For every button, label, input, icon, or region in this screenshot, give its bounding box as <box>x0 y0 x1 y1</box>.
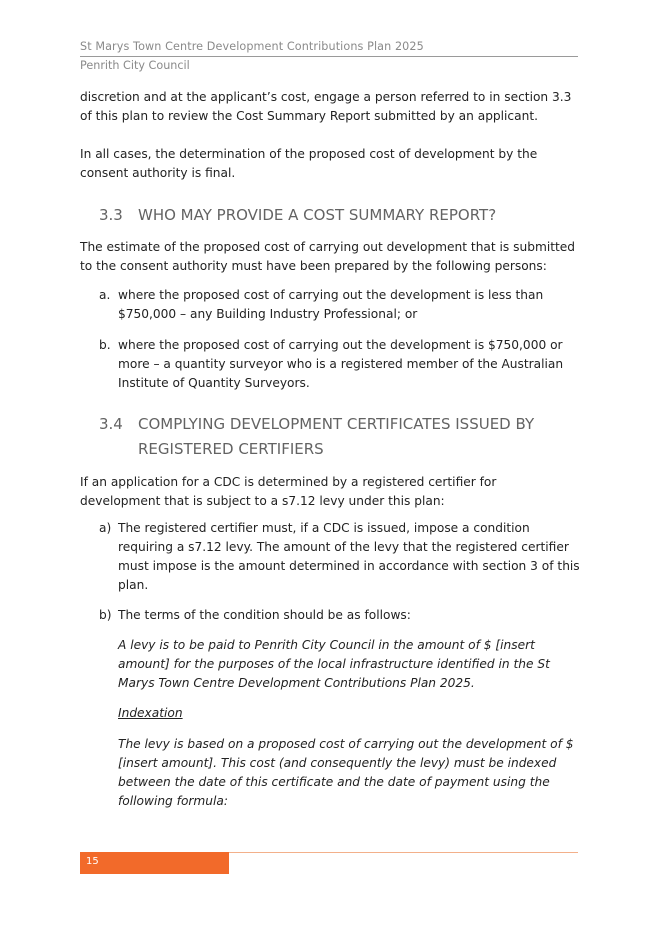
list-marker: a) <box>99 521 112 535</box>
section-heading-3-3 <box>99 203 580 228</box>
footer-divider <box>229 852 578 853</box>
section-number: 3.4 <box>99 415 123 433</box>
section-heading-3-4 <box>99 412 580 462</box>
section-title: WHO MAY PROVIDE A COST SUMMARY REPORT? <box>138 206 497 224</box>
list-marker: b) <box>99 608 112 622</box>
main-content <box>80 88 580 811</box>
condition-text: A levy is to be paid to Penrith City Council in the amount of $ [insert amount] for the purposes of the local infrastructure identified in the St Marys Town Centre Development Contributions Plan 2025. <box>118 638 550 690</box>
list-item-text: where the proposed cost of carrying out the development is less than $750,000 – any Building Industry Professional; or <box>118 288 544 321</box>
header-divider <box>80 56 578 57</box>
list-item-text: The registered certifier must, if a CDC is issued, impose a condition requiring a s7.12 levy. The amount of the levy that the registered certifier must impose is the amount determined in accordance with section 3 of this plan. <box>118 521 580 592</box>
list-marker: b. <box>99 338 111 352</box>
list-marker: a. <box>99 288 111 302</box>
list-item-text: The terms of the condition should be as follows: <box>118 608 411 622</box>
section-number: 3.3 <box>99 206 123 224</box>
section-intro: The estimate of the proposed cost of carrying out development that is submitted to the consent authority must have been prepared by the following persons: <box>80 240 576 273</box>
header-organisation: Penrith City Council <box>80 59 190 72</box>
header-plan-title: St Marys Town Centre Development Contributions Plan 2025 <box>80 40 424 53</box>
list-item-text: where the proposed cost of carrying out the development is $750,000 or more – a quantity surveyor who is a registered member of the Australian Institute of Quantity Surveyors. <box>118 338 564 390</box>
section-intro: If an application for a CDC is determined by a registered certifier for development that is subject to a s7.12 levy under this plan: <box>80 475 497 508</box>
indexation-text: The levy is based on a proposed cost of carrying out the development of $ [insert amount]. This cost (and consequently the levy) must be indexed between the date of this certificate and the date of payment using the following formula: <box>118 737 574 808</box>
list-item <box>80 606 580 625</box>
paragraph-determination-final: In all cases, the determination of the proposed cost of development by the consent authority is final. <box>80 147 538 180</box>
list-item <box>80 519 580 595</box>
list-item <box>80 286 580 324</box>
indexation-heading: Indexation <box>118 706 183 720</box>
section-title: COMPLYING DEVELOPMENT CERTIFICATES ISSUED BY REGISTERED CERTIFIERS <box>138 415 535 458</box>
footer-page-bar <box>80 852 229 874</box>
cost-report-list <box>80 286 580 393</box>
cdc-list <box>80 519 580 625</box>
paragraph-review-discretion: discretion and at the applicant’s cost, engage a person referred to in section 3.3 of this plan to review the Cost Summary Report submitted by an applicant. <box>80 90 572 123</box>
page-number: 15 <box>86 856 99 867</box>
list-item <box>80 336 580 393</box>
